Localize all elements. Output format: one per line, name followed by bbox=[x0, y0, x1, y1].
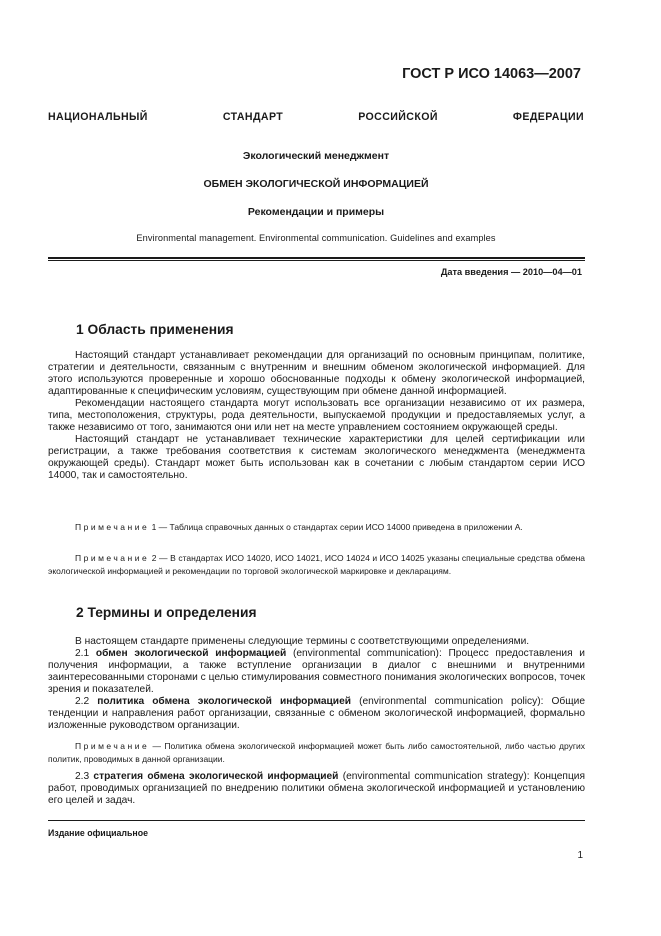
term-name: обмен экологической информацией bbox=[95, 648, 287, 659]
term-name: политика обмена экологической информацией bbox=[97, 696, 351, 707]
note-label: Примечание bbox=[75, 741, 150, 751]
section-2-body bbox=[48, 636, 585, 732]
national-standard-banner: НАЦИОНАЛЬНЫЙ СТАНДАРТ РОССИЙСКОЙ ФЕДЕРАЦИИ bbox=[48, 111, 584, 123]
note-text: 2 — В стандартах ИСО 14020, ИСО 14021, ИСО 14024 и ИСО 14025 указаны специальные средства обмена экологической информацией и рекомендации по торговой экологической маркировке и декларациям. bbox=[48, 553, 585, 576]
note-text: — Политика обмена экологической информацией может быть либо самостоятельной, либо частью других политик, проводимых в данной организации. bbox=[48, 741, 585, 764]
term-definition: (environmental communication policy): Общие тенденции и направления работ организации, связанные с обменом экологической информацией, формально изложенные руководством организации. bbox=[48, 696, 585, 731]
page-title: ОБМЕН ЭКОЛОГИЧЕСКОЙ ИНФОРМАЦИЕЙ bbox=[203, 178, 429, 190]
section-1-body bbox=[48, 350, 585, 482]
note-2 bbox=[48, 552, 585, 578]
term-number: 2.2 bbox=[75, 696, 98, 707]
paragraph: Рекомендации настоящего стандарта могут использовать все организации независимо от их размера, типа, местоположения, структуры, рода деятельности, выпускаемой продукции и предоставляемых услуг, а также независимо от того, занимаются они или нет на месте управлением состоянием окружающей среды. bbox=[48, 398, 585, 433]
note-1 bbox=[48, 521, 585, 534]
section-2-body-continued bbox=[48, 771, 585, 807]
section-2-heading: 2 Термины и определения bbox=[76, 605, 257, 620]
title-subtitle: Рекомендации и примеры bbox=[247, 206, 385, 218]
paragraph: Настоящий стандарт не устанавливает технические характеристики для целей сертификации или регистрации, а также требования соответствия к системам экологического менеджмента (менеджмента окружающей среды). Стандарт может быть использован как в сочетании с любым стандартом серии ИСО 14000, так и самостоятельно. bbox=[48, 434, 585, 481]
term-2-3 bbox=[48, 771, 585, 807]
term-number: 2.3 bbox=[75, 771, 94, 782]
divider-thick bbox=[48, 257, 585, 259]
note-label: Примечание bbox=[75, 553, 150, 563]
paragraph: Настоящий стандарт устанавливает рекомендации для организаций по основным принципам, политике, стратегии и деятельности, связанным с внутренним и внешним обменом экологической информацией. Для этого используются проверенные и хорошо обоснованные подходы к обмену экологической информацией, адаптированные к специфическим условиям, существующим при обмене данной информацией. bbox=[48, 350, 585, 397]
divider-thin bbox=[48, 260, 585, 261]
note-2-2 bbox=[48, 740, 585, 766]
term-2-1 bbox=[48, 648, 585, 696]
term-name: стратегия обмена экологической информацией bbox=[93, 771, 339, 782]
standard-number: ГОСТ Р ИСО 14063—2007 bbox=[402, 66, 581, 82]
term-2-2 bbox=[48, 696, 585, 732]
footer-divider bbox=[48, 820, 585, 821]
official-edition-label: Издание официальное bbox=[48, 828, 148, 838]
introduction-date: Дата введения — 2010—04—01 bbox=[440, 267, 582, 277]
term-definition: (environmental communication): Процесс предоставления и получения информации, а также вступление организации в диалог с внешними и внутренними заинтересованными сторонами с целью стимулирования совместного понимания экологических вопросов, точек зрения и показателей. bbox=[48, 648, 585, 695]
section-1-heading: 1 Область применения bbox=[76, 322, 234, 337]
english-title: Environmental management. Environmental communication. Guidelines and examples bbox=[136, 233, 496, 243]
term-definition: (environmental communication strategy): Концепция работ, проводимых организацией по внедрению политики обмена экологической информацией и установлению его целей и задач. bbox=[48, 771, 585, 806]
note-text: 1 — Таблица справочных данных о стандартах серии ИСО 14000 приведена в приложении А. bbox=[149, 522, 523, 532]
note-label: Примечание bbox=[75, 522, 150, 532]
title-subject: Экологический менеджмент bbox=[242, 150, 390, 162]
paragraph: В настоящем стандарте применены следующие термины с соответствующими определениями. bbox=[75, 636, 530, 647]
page-number: 1 bbox=[577, 850, 583, 861]
term-number: 2.1 bbox=[75, 648, 96, 659]
